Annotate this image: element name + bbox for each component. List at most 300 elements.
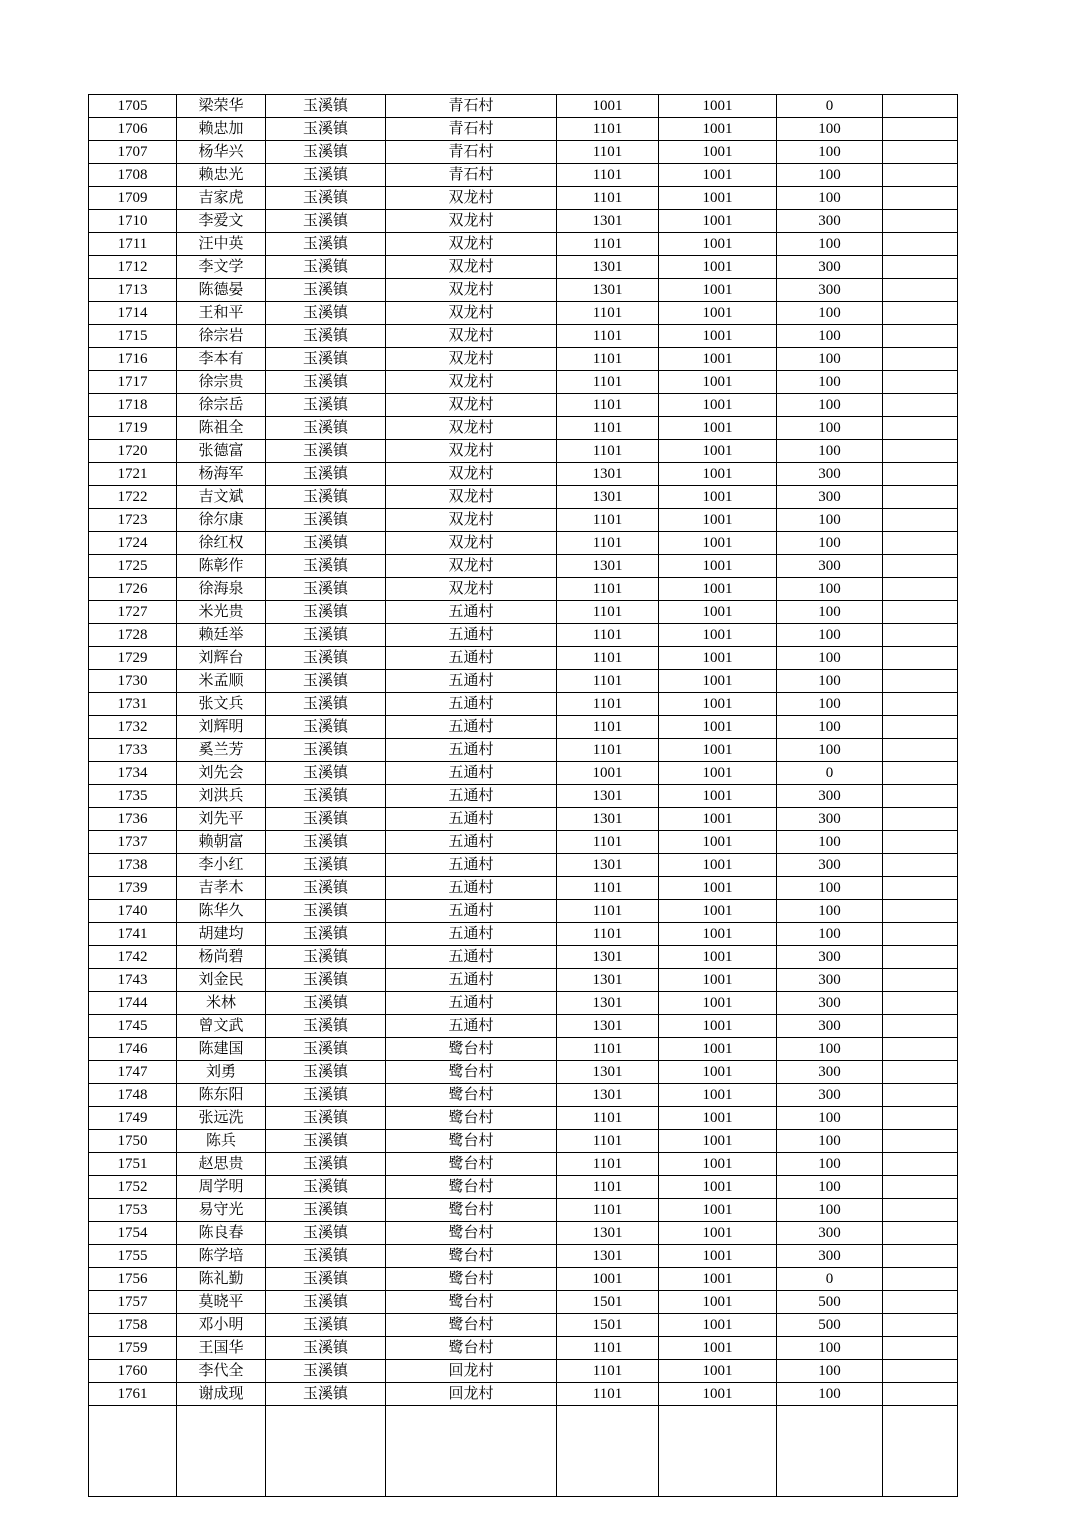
cell-town: 玉溪镇 <box>266 877 386 900</box>
cell-amount2: 1001 <box>659 187 777 210</box>
cell-blank <box>883 394 958 417</box>
cell-village: 鹭台村 <box>386 1084 557 1107</box>
cell-name: 米光贵 <box>177 601 266 624</box>
cell-diff: 100 <box>777 877 883 900</box>
cell-name: 刘辉明 <box>177 716 266 739</box>
cell-village: 鹭台村 <box>386 1176 557 1199</box>
cell-town: 玉溪镇 <box>266 1015 386 1038</box>
cell-diff: 100 <box>777 532 883 555</box>
table-row <box>89 578 958 601</box>
cell-id: 1721 <box>89 463 177 486</box>
cell-amount2: 1001 <box>659 1383 777 1406</box>
table-row <box>89 1038 958 1061</box>
cell-town: 玉溪镇 <box>266 969 386 992</box>
cell-name: 赖廷举 <box>177 624 266 647</box>
cell-amount1: 1301 <box>557 555 659 578</box>
cell-town: 玉溪镇 <box>266 900 386 923</box>
cell-name: 王国华 <box>177 1337 266 1360</box>
cell-id: 1755 <box>89 1245 177 1268</box>
cell-village: 鹭台村 <box>386 1268 557 1291</box>
cell-diff: 300 <box>777 279 883 302</box>
cell-town: 玉溪镇 <box>266 854 386 877</box>
cell-amount1: 1001 <box>557 1268 659 1291</box>
cell-amount1: 1101 <box>557 302 659 325</box>
cell-village: 双龙村 <box>386 555 557 578</box>
cell-amount1: 1101 <box>557 440 659 463</box>
cell-diff: 0 <box>777 95 883 118</box>
cell-name: 吉孝木 <box>177 877 266 900</box>
cell-diff: 300 <box>777 1245 883 1268</box>
cell-blank <box>883 1061 958 1084</box>
cell-village: 双龙村 <box>386 256 557 279</box>
cell-name: 胡建均 <box>177 923 266 946</box>
cell-amount1: 1501 <box>557 1291 659 1314</box>
cell-town: 玉溪镇 <box>266 279 386 302</box>
table-row <box>89 417 958 440</box>
cell-village: 双龙村 <box>386 302 557 325</box>
cell-id: 1705 <box>89 95 177 118</box>
cell-town: 玉溪镇 <box>266 1176 386 1199</box>
cell-blank <box>883 532 958 555</box>
cell-name: 张文兵 <box>177 693 266 716</box>
cell-amount2 <box>659 1406 777 1497</box>
cell-blank <box>883 1153 958 1176</box>
cell-id: 1754 <box>89 1222 177 1245</box>
table-row <box>89 969 958 992</box>
cell-id: 1738 <box>89 854 177 877</box>
cell-amount2: 1001 <box>659 1360 777 1383</box>
table-row <box>89 946 958 969</box>
table-row <box>89 1015 958 1038</box>
cell-id: 1761 <box>89 1383 177 1406</box>
cell-id: 1718 <box>89 394 177 417</box>
cell-id: 1749 <box>89 1107 177 1130</box>
cell-diff: 100 <box>777 1199 883 1222</box>
cell-amount1: 1101 <box>557 509 659 532</box>
cell-village: 五通村 <box>386 739 557 762</box>
cell-blank <box>883 486 958 509</box>
cell-amount1: 1301 <box>557 1061 659 1084</box>
cell-diff: 100 <box>777 417 883 440</box>
cell-town: 玉溪镇 <box>266 210 386 233</box>
cell-name: 曾文武 <box>177 1015 266 1038</box>
table-row-partial <box>89 1406 958 1497</box>
cell-village: 鹭台村 <box>386 1245 557 1268</box>
cell-blank <box>883 256 958 279</box>
cell-id: 1739 <box>89 877 177 900</box>
cell-town: 玉溪镇 <box>266 486 386 509</box>
cell-diff: 300 <box>777 808 883 831</box>
cell-amount1: 1301 <box>557 256 659 279</box>
cell-town: 玉溪镇 <box>266 1107 386 1130</box>
cell-village: 五通村 <box>386 969 557 992</box>
cell-amount1: 1101 <box>557 1130 659 1153</box>
cell-name: 陈祖全 <box>177 417 266 440</box>
cell-id: 1743 <box>89 969 177 992</box>
cell-amount2: 1001 <box>659 739 777 762</box>
cell-village: 五通村 <box>386 900 557 923</box>
cell-diff: 100 <box>777 647 883 670</box>
cell-town: 玉溪镇 <box>266 95 386 118</box>
cell-village: 双龙村 <box>386 325 557 348</box>
cell-town: 玉溪镇 <box>266 233 386 256</box>
cell-diff: 100 <box>777 233 883 256</box>
cell-town: 玉溪镇 <box>266 1222 386 1245</box>
cell-town: 玉溪镇 <box>266 1360 386 1383</box>
cell-id: 1759 <box>89 1337 177 1360</box>
cell-amount2: 1001 <box>659 785 777 808</box>
cell-blank <box>883 509 958 532</box>
cell-amount1: 1101 <box>557 1107 659 1130</box>
cell-amount2: 1001 <box>659 992 777 1015</box>
cell-name: 汪中英 <box>177 233 266 256</box>
cell-village: 五通村 <box>386 946 557 969</box>
cell-town: 玉溪镇 <box>266 831 386 854</box>
cell-blank <box>883 1038 958 1061</box>
cell-name: 刘先会 <box>177 762 266 785</box>
table-row <box>89 992 958 1015</box>
cell-amount2: 1001 <box>659 716 777 739</box>
table-row <box>89 670 958 693</box>
cell-diff: 100 <box>777 164 883 187</box>
cell-amount1: 1101 <box>557 532 659 555</box>
cell-town: 玉溪镇 <box>266 325 386 348</box>
cell-town <box>266 1406 386 1497</box>
cell-diff: 500 <box>777 1291 883 1314</box>
cell-name: 谢成现 <box>177 1383 266 1406</box>
cell-amount2: 1001 <box>659 532 777 555</box>
cell-amount1: 1301 <box>557 946 659 969</box>
cell-amount1: 1301 <box>557 1222 659 1245</box>
cell-village: 回龙村 <box>386 1360 557 1383</box>
cell-id: 1717 <box>89 371 177 394</box>
cell-amount1: 1101 <box>557 1383 659 1406</box>
cell-blank <box>883 118 958 141</box>
cell-blank <box>883 325 958 348</box>
cell-amount2: 1001 <box>659 302 777 325</box>
table-row <box>89 1061 958 1084</box>
table-row <box>89 877 958 900</box>
cell-id: 1736 <box>89 808 177 831</box>
cell-diff: 100 <box>777 693 883 716</box>
cell-name: 徐海泉 <box>177 578 266 601</box>
cell-amount2: 1001 <box>659 1245 777 1268</box>
cell-amount2: 1001 <box>659 854 777 877</box>
table-row <box>89 716 958 739</box>
cell-name: 李爱文 <box>177 210 266 233</box>
cell-blank <box>883 463 958 486</box>
cell-amount1: 1301 <box>557 992 659 1015</box>
cell-blank <box>883 187 958 210</box>
cell-blank <box>883 302 958 325</box>
cell-id: 1758 <box>89 1314 177 1337</box>
cell-village: 双龙村 <box>386 233 557 256</box>
table-row <box>89 440 958 463</box>
cell-id: 1709 <box>89 187 177 210</box>
cell-diff: 100 <box>777 923 883 946</box>
cell-amount2: 1001 <box>659 141 777 164</box>
cell-amount1: 1101 <box>557 900 659 923</box>
cell-village: 五通村 <box>386 762 557 785</box>
cell-amount2: 1001 <box>659 969 777 992</box>
cell-diff: 100 <box>777 624 883 647</box>
cell-amount1: 1101 <box>557 831 659 854</box>
table-row <box>89 1130 958 1153</box>
cell-amount2: 1001 <box>659 1153 777 1176</box>
cell-village: 五通村 <box>386 785 557 808</box>
cell-blank <box>883 785 958 808</box>
cell-diff: 300 <box>777 486 883 509</box>
cell-diff: 300 <box>777 463 883 486</box>
cell-id: 1747 <box>89 1061 177 1084</box>
cell-id: 1713 <box>89 279 177 302</box>
cell-diff: 300 <box>777 854 883 877</box>
cell-amount2: 1001 <box>659 486 777 509</box>
cell-amount2: 1001 <box>659 348 777 371</box>
cell-diff: 100 <box>777 739 883 762</box>
cell-town: 玉溪镇 <box>266 509 386 532</box>
cell-amount2: 1001 <box>659 417 777 440</box>
cell-blank <box>883 1130 958 1153</box>
cell-village: 双龙村 <box>386 348 557 371</box>
cell-name: 李小红 <box>177 854 266 877</box>
cell-id: 1735 <box>89 785 177 808</box>
cell-village: 鹭台村 <box>386 1107 557 1130</box>
cell-name: 莫晓平 <box>177 1291 266 1314</box>
cell-name: 刘勇 <box>177 1061 266 1084</box>
cell-name: 陈建国 <box>177 1038 266 1061</box>
cell-town: 玉溪镇 <box>266 555 386 578</box>
cell-name: 徐宗岩 <box>177 325 266 348</box>
table-row <box>89 647 958 670</box>
cell-name: 陈礼勤 <box>177 1268 266 1291</box>
cell-village: 双龙村 <box>386 509 557 532</box>
table-row <box>89 1291 958 1314</box>
cell-diff: 100 <box>777 601 883 624</box>
cell-town: 玉溪镇 <box>266 946 386 969</box>
cell-blank <box>883 1245 958 1268</box>
table-row <box>89 1176 958 1199</box>
cell-diff: 100 <box>777 670 883 693</box>
table-row <box>89 1268 958 1291</box>
cell-amount1: 1101 <box>557 1176 659 1199</box>
cell-name: 周学明 <box>177 1176 266 1199</box>
cell-village: 鹭台村 <box>386 1130 557 1153</box>
cell-amount1: 1101 <box>557 1360 659 1383</box>
cell-amount1: 1101 <box>557 1153 659 1176</box>
cell-village: 五通村 <box>386 877 557 900</box>
table-row <box>89 348 958 371</box>
cell-amount1: 1301 <box>557 210 659 233</box>
cell-amount1: 1301 <box>557 808 659 831</box>
cell-name: 陈彰作 <box>177 555 266 578</box>
cell-diff: 100 <box>777 1153 883 1176</box>
cell-name: 梁荣华 <box>177 95 266 118</box>
cell-town: 玉溪镇 <box>266 1337 386 1360</box>
cell-id: 1706 <box>89 118 177 141</box>
cell-id: 1730 <box>89 670 177 693</box>
cell-diff: 300 <box>777 785 883 808</box>
cell-town: 玉溪镇 <box>266 394 386 417</box>
cell-amount2: 1001 <box>659 555 777 578</box>
cell-id: 1729 <box>89 647 177 670</box>
cell-amount1: 1101 <box>557 877 659 900</box>
cell-name: 吉文斌 <box>177 486 266 509</box>
cell-name: 陈德晏 <box>177 279 266 302</box>
cell-name: 李本有 <box>177 348 266 371</box>
cell-blank <box>883 762 958 785</box>
table-row <box>89 164 958 187</box>
cell-name: 米林 <box>177 992 266 1015</box>
cell-blank <box>883 233 958 256</box>
cell-town: 玉溪镇 <box>266 1314 386 1337</box>
cell-diff: 500 <box>777 1314 883 1337</box>
cell-amount2: 1001 <box>659 509 777 532</box>
cell-amount1: 1101 <box>557 325 659 348</box>
cell-town: 玉溪镇 <box>266 578 386 601</box>
cell-amount1: 1101 <box>557 601 659 624</box>
cell-town: 玉溪镇 <box>266 348 386 371</box>
cell-amount2: 1001 <box>659 831 777 854</box>
table-row <box>89 831 958 854</box>
table-row <box>89 210 958 233</box>
cell-name: 李代全 <box>177 1360 266 1383</box>
cell-amount2: 1001 <box>659 670 777 693</box>
cell-name: 陈学培 <box>177 1245 266 1268</box>
table-row <box>89 624 958 647</box>
cell-village: 双龙村 <box>386 210 557 233</box>
cell-amount2: 1001 <box>659 578 777 601</box>
cell-amount2: 1001 <box>659 601 777 624</box>
cell-blank <box>883 1268 958 1291</box>
cell-amount2: 1001 <box>659 394 777 417</box>
table-row <box>89 900 958 923</box>
cell-village: 回龙村 <box>386 1383 557 1406</box>
cell-amount1: 1501 <box>557 1314 659 1337</box>
table-row <box>89 1245 958 1268</box>
cell-blank <box>883 1107 958 1130</box>
cell-town: 玉溪镇 <box>266 808 386 831</box>
cell-amount1: 1301 <box>557 785 659 808</box>
cell-name: 杨海军 <box>177 463 266 486</box>
cell-town: 玉溪镇 <box>266 164 386 187</box>
cell-name: 陈华久 <box>177 900 266 923</box>
cell-diff: 300 <box>777 256 883 279</box>
cell-village: 五通村 <box>386 601 557 624</box>
cell-id: 1731 <box>89 693 177 716</box>
cell-id: 1712 <box>89 256 177 279</box>
cell-diff: 100 <box>777 578 883 601</box>
cell-name: 赵思贵 <box>177 1153 266 1176</box>
cell-blank <box>883 854 958 877</box>
cell-diff: 100 <box>777 716 883 739</box>
cell-blank <box>883 1314 958 1337</box>
cell-amount2: 1001 <box>659 647 777 670</box>
cell-blank <box>883 900 958 923</box>
cell-blank <box>883 808 958 831</box>
cell-blank <box>883 417 958 440</box>
cell-diff: 100 <box>777 187 883 210</box>
cell-id: 1756 <box>89 1268 177 1291</box>
cell-id: 1733 <box>89 739 177 762</box>
cell-diff: 300 <box>777 1222 883 1245</box>
cell-amount1: 1301 <box>557 1084 659 1107</box>
cell-town: 玉溪镇 <box>266 1383 386 1406</box>
cell-village: 五通村 <box>386 923 557 946</box>
cell-id: 1714 <box>89 302 177 325</box>
cell-blank <box>883 95 958 118</box>
cell-blank <box>883 164 958 187</box>
cell-village: 青石村 <box>386 95 557 118</box>
cell-amount1: 1301 <box>557 486 659 509</box>
cell-village: 五通村 <box>386 1015 557 1038</box>
cell-blank <box>883 279 958 302</box>
cell-village: 五通村 <box>386 624 557 647</box>
cell-amount2: 1001 <box>659 256 777 279</box>
cell-amount1: 1101 <box>557 118 659 141</box>
cell-village: 鹭台村 <box>386 1153 557 1176</box>
table-row <box>89 233 958 256</box>
cell-amount2: 1001 <box>659 1038 777 1061</box>
cell-amount1: 1101 <box>557 187 659 210</box>
table-row <box>89 785 958 808</box>
cell-id: 1748 <box>89 1084 177 1107</box>
cell-amount2: 1001 <box>659 1337 777 1360</box>
cell-name: 杨华兴 <box>177 141 266 164</box>
cell-id: 1744 <box>89 992 177 1015</box>
table-row <box>89 1383 958 1406</box>
cell-town: 玉溪镇 <box>266 141 386 164</box>
cell-amount2: 1001 <box>659 1222 777 1245</box>
cell-amount2: 1001 <box>659 762 777 785</box>
cell-amount2: 1001 <box>659 1199 777 1222</box>
cell-blank <box>883 578 958 601</box>
cell-amount2: 1001 <box>659 1176 777 1199</box>
cell-amount2: 1001 <box>659 325 777 348</box>
cell-diff: 100 <box>777 118 883 141</box>
cell-id: 1732 <box>89 716 177 739</box>
cell-id <box>89 1406 177 1497</box>
cell-name: 刘先平 <box>177 808 266 831</box>
cell-town: 玉溪镇 <box>266 1084 386 1107</box>
cell-town: 玉溪镇 <box>266 716 386 739</box>
cell-town: 玉溪镇 <box>266 785 386 808</box>
cell-village: 五通村 <box>386 716 557 739</box>
cell-town: 玉溪镇 <box>266 302 386 325</box>
cell-town: 玉溪镇 <box>266 1291 386 1314</box>
cell-diff: 0 <box>777 762 883 785</box>
cell-blank <box>883 670 958 693</box>
cell-amount1: 1101 <box>557 164 659 187</box>
cell-name: 赖朝富 <box>177 831 266 854</box>
cell-village: 双龙村 <box>386 532 557 555</box>
table-row <box>89 808 958 831</box>
cell-diff: 300 <box>777 992 883 1015</box>
cell-id: 1757 <box>89 1291 177 1314</box>
cell-diff: 100 <box>777 302 883 325</box>
cell-village: 双龙村 <box>386 417 557 440</box>
cell-id: 1726 <box>89 578 177 601</box>
cell-id: 1723 <box>89 509 177 532</box>
cell-diff: 100 <box>777 509 883 532</box>
cell-village: 五通村 <box>386 647 557 670</box>
cell-amount2: 1001 <box>659 463 777 486</box>
cell-id: 1728 <box>89 624 177 647</box>
cell-diff: 100 <box>777 371 883 394</box>
cell-village: 双龙村 <box>386 279 557 302</box>
cell-id: 1741 <box>89 923 177 946</box>
table-row <box>89 1337 958 1360</box>
